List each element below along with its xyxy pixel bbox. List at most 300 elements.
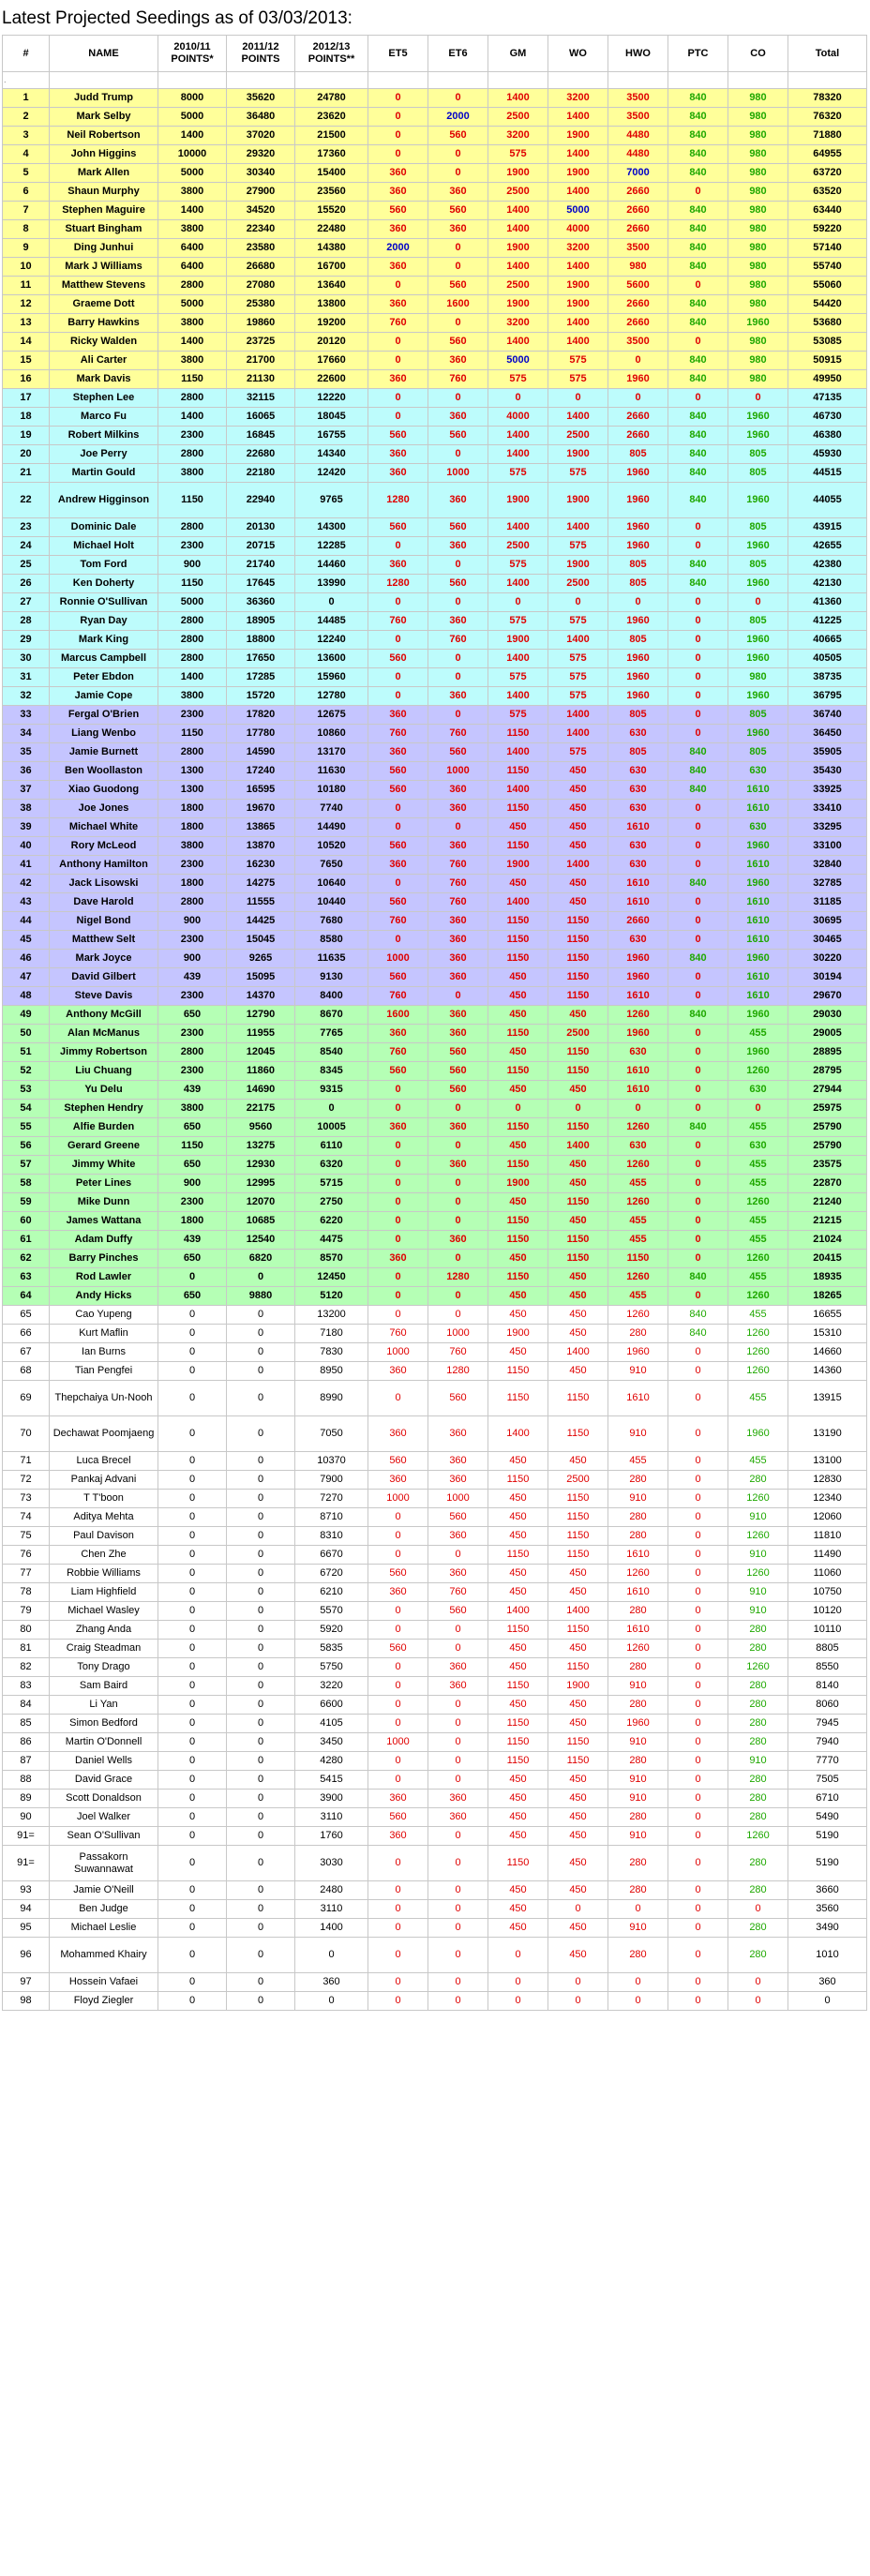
- points-2012-13-cell: 7680: [295, 912, 368, 931]
- ptc-cell: 0: [668, 1919, 728, 1938]
- points-2011-12-cell: 17645: [227, 575, 295, 593]
- ptc-cell: 840: [668, 220, 728, 239]
- points-2012-13-cell: 19200: [295, 314, 368, 333]
- rank-cell: 51: [3, 1043, 50, 1062]
- ptc-cell: 840: [668, 445, 728, 464]
- points-2012-13-cell: 4475: [295, 1231, 368, 1250]
- wo-cell: 1400: [548, 183, 608, 202]
- co-cell: 280: [728, 1790, 788, 1808]
- points-2010-11-cell: 1300: [158, 781, 227, 800]
- ptc-cell: 840: [668, 314, 728, 333]
- table-row: [3, 464, 867, 483]
- et6-cell: 0: [428, 1546, 488, 1565]
- wo-cell: 3200: [548, 89, 608, 108]
- points-2011-12-cell: 0: [227, 1658, 295, 1677]
- points-2011-12-cell: 16065: [227, 408, 295, 427]
- total-cell: 29670: [788, 987, 867, 1006]
- total-cell: 3560: [788, 1900, 867, 1919]
- total-cell: 11060: [788, 1565, 867, 1583]
- name-cell: Mark Davis: [50, 370, 158, 389]
- points-2010-11-cell: 1400: [158, 127, 227, 145]
- wo-cell: 0: [548, 389, 608, 408]
- et5-cell: 0: [368, 1156, 428, 1175]
- points-2011-12-cell: 0: [227, 1881, 295, 1900]
- ptc-cell: 0: [668, 1715, 728, 1733]
- gm-cell: 0: [488, 593, 548, 612]
- hwo-cell: 280: [608, 1938, 668, 1973]
- col-header-name: NAME: [50, 36, 158, 72]
- et6-cell: 0: [428, 1846, 488, 1881]
- ptc-cell: 0: [668, 277, 728, 295]
- total-cell: 25975: [788, 1100, 867, 1118]
- et5-cell: 0: [368, 1752, 428, 1771]
- co-cell: 910: [728, 1583, 788, 1602]
- et6-cell: 360: [428, 1565, 488, 1583]
- ptc-cell: 0: [668, 593, 728, 612]
- name-cell: Rod Lawler: [50, 1268, 158, 1287]
- total-cell: 47135: [788, 389, 867, 408]
- hwo-cell: 1960: [608, 650, 668, 668]
- et5-cell: 560: [368, 1808, 428, 1827]
- points-2010-11-cell: 3800: [158, 183, 227, 202]
- points-2012-13-cell: 10440: [295, 893, 368, 912]
- name-cell: Sean O'Sullivan: [50, 1827, 158, 1846]
- et5-cell: 760: [368, 1325, 428, 1343]
- co-cell: 1260: [728, 1250, 788, 1268]
- hwo-cell: 7000: [608, 164, 668, 183]
- rank-cell: 85: [3, 1715, 50, 1733]
- et6-cell: 360: [428, 950, 488, 968]
- points-2011-12-cell: 15720: [227, 687, 295, 706]
- co-cell: 1960: [728, 314, 788, 333]
- points-2011-12-cell: 0: [227, 1508, 295, 1527]
- name-cell: T T'boon: [50, 1490, 158, 1508]
- hwo-cell: 1960: [608, 1343, 668, 1362]
- ptc-cell: 0: [668, 1025, 728, 1043]
- co-cell: 980: [728, 333, 788, 352]
- et6-cell: 0: [428, 1100, 488, 1118]
- table-row: [3, 875, 867, 893]
- et6-cell: 760: [428, 875, 488, 893]
- wo-cell: 1150: [548, 1658, 608, 1677]
- total-cell: 33100: [788, 837, 867, 856]
- et5-cell: 0: [368, 352, 428, 370]
- total-cell: 14660: [788, 1343, 867, 1362]
- wo-cell: 450: [548, 1771, 608, 1790]
- ptc-cell: 0: [668, 912, 728, 931]
- points-2012-13-cell: 14340: [295, 445, 368, 464]
- wo-cell: 575: [548, 370, 608, 389]
- wo-cell: 4000: [548, 220, 608, 239]
- rank-cell: 33: [3, 706, 50, 725]
- gm-cell: 575: [488, 556, 548, 575]
- gm-cell: 1900: [488, 164, 548, 183]
- et5-cell: 0: [368, 145, 428, 164]
- ptc-cell: 840: [668, 370, 728, 389]
- points-2011-12-cell: 12070: [227, 1193, 295, 1212]
- co-cell: 1610: [728, 800, 788, 818]
- et6-cell: 560: [428, 575, 488, 593]
- rank-cell: 34: [3, 725, 50, 743]
- co-cell: 1610: [728, 968, 788, 987]
- co-cell: 1260: [728, 1362, 788, 1381]
- co-cell: 1260: [728, 1343, 788, 1362]
- table-row: [3, 518, 867, 537]
- co-cell: 1260: [728, 1325, 788, 1343]
- gm-cell: 1150: [488, 1677, 548, 1696]
- points-2011-12-cell: 0: [227, 1471, 295, 1490]
- et5-cell: 0: [368, 668, 428, 687]
- points-2010-11-cell: 2300: [158, 427, 227, 445]
- total-cell: 6710: [788, 1790, 867, 1808]
- table-header-row: [3, 36, 867, 72]
- rank-cell: 22: [3, 483, 50, 518]
- table-row: [3, 837, 867, 856]
- gm-cell: 1400: [488, 1416, 548, 1452]
- wo-cell: 575: [548, 537, 608, 556]
- table-row: [3, 220, 867, 239]
- col-header-gm: GM: [488, 36, 548, 72]
- points-2010-11-cell: 2800: [158, 518, 227, 537]
- points-2010-11-cell: 0: [158, 1306, 227, 1325]
- points-2010-11-cell: 0: [158, 1381, 227, 1416]
- hwo-cell: 2660: [608, 202, 668, 220]
- table-row: [3, 295, 867, 314]
- points-2010-11-cell: 650: [158, 1156, 227, 1175]
- name-cell: Matthew Selt: [50, 931, 158, 950]
- wo-cell: 450: [548, 1212, 608, 1231]
- total-cell: 36740: [788, 706, 867, 725]
- points-2011-12-cell: 29320: [227, 145, 295, 164]
- ptc-cell: 0: [668, 1938, 728, 1973]
- ptc-cell: 0: [668, 1081, 728, 1100]
- table-row: [3, 593, 867, 612]
- co-cell: 280: [728, 1733, 788, 1752]
- gm-cell: 2500: [488, 108, 548, 127]
- hwo-cell: 630: [608, 856, 668, 875]
- table-row: [3, 239, 867, 258]
- points-2011-12-cell: 22340: [227, 220, 295, 239]
- ptc-cell: 840: [668, 464, 728, 483]
- et6-cell: 560: [428, 1062, 488, 1081]
- gm-cell: 1400: [488, 89, 548, 108]
- co-cell: 805: [728, 445, 788, 464]
- gm-cell: 1900: [488, 239, 548, 258]
- et5-cell: 360: [368, 164, 428, 183]
- points-2012-13-cell: 10005: [295, 1118, 368, 1137]
- hwo-cell: 1260: [608, 1306, 668, 1325]
- gm-cell: 1150: [488, 1212, 548, 1231]
- name-cell: Dechawat Poomjaeng: [50, 1416, 158, 1452]
- ptc-cell: 840: [668, 108, 728, 127]
- total-cell: 32840: [788, 856, 867, 875]
- gm-cell: 575: [488, 668, 548, 687]
- et6-cell: 360: [428, 837, 488, 856]
- gm-cell: 5000: [488, 352, 548, 370]
- table-row: [3, 950, 867, 968]
- et5-cell: 0: [368, 1137, 428, 1156]
- co-cell: 630: [728, 1137, 788, 1156]
- ptc-cell: 0: [668, 1287, 728, 1306]
- ptc-cell: 0: [668, 1602, 728, 1621]
- rank-cell: 63: [3, 1268, 50, 1287]
- points-2011-12-cell: 12930: [227, 1156, 295, 1175]
- rank-cell: 82: [3, 1658, 50, 1677]
- points-2010-11-cell: 1150: [158, 483, 227, 518]
- gm-cell: 1400: [488, 1602, 548, 1621]
- points-2011-12-cell: 12045: [227, 1043, 295, 1062]
- gm-cell: 575: [488, 706, 548, 725]
- ptc-cell: 0: [668, 1696, 728, 1715]
- et5-cell: 360: [368, 1250, 428, 1268]
- et5-cell: 360: [368, 556, 428, 575]
- ptc-cell: 0: [668, 518, 728, 537]
- rank-cell: 56: [3, 1137, 50, 1156]
- et5-cell: 0: [368, 389, 428, 408]
- co-cell: 1260: [728, 1527, 788, 1546]
- et6-cell: 0: [428, 314, 488, 333]
- et5-cell: 1000: [368, 1343, 428, 1362]
- name-cell: Liu Chuang: [50, 1062, 158, 1081]
- et5-cell: 360: [368, 706, 428, 725]
- rank-cell: 91=: [3, 1827, 50, 1846]
- table-row: [3, 556, 867, 575]
- points-2010-11-cell: 0: [158, 1546, 227, 1565]
- rank-cell: 8: [3, 220, 50, 239]
- points-2010-11-cell: 0: [158, 1471, 227, 1490]
- hwo-cell: 0: [608, 1992, 668, 2011]
- points-2012-13-cell: 8670: [295, 1006, 368, 1025]
- hwo-cell: 280: [608, 1881, 668, 1900]
- total-cell: 44515: [788, 464, 867, 483]
- name-cell: Cao Yupeng: [50, 1306, 158, 1325]
- total-cell: 10120: [788, 1602, 867, 1621]
- wo-cell: 1150: [548, 1231, 608, 1250]
- wo-cell: 1150: [548, 1527, 608, 1546]
- points-2012-13-cell: 16700: [295, 258, 368, 277]
- ptc-cell: 0: [668, 931, 728, 950]
- points-2010-11-cell: 0: [158, 1621, 227, 1640]
- co-cell: 910: [728, 1602, 788, 1621]
- et5-cell: 560: [368, 968, 428, 987]
- et5-cell: 0: [368, 1381, 428, 1416]
- points-2012-13-cell: 11635: [295, 950, 368, 968]
- wo-cell: 450: [548, 818, 608, 837]
- table-row: [3, 1658, 867, 1677]
- points-2010-11-cell: 2800: [158, 445, 227, 464]
- points-2011-12-cell: 0: [227, 1583, 295, 1602]
- table-row: [3, 1006, 867, 1025]
- et6-cell: 560: [428, 277, 488, 295]
- rank-cell: 86: [3, 1733, 50, 1752]
- rank-cell: 71: [3, 1452, 50, 1471]
- points-2012-13-cell: 8570: [295, 1250, 368, 1268]
- points-2011-12-cell: 23725: [227, 333, 295, 352]
- points-2010-11-cell: 439: [158, 968, 227, 987]
- points-2012-13-cell: 15520: [295, 202, 368, 220]
- points-2012-13-cell: 3220: [295, 1677, 368, 1696]
- wo-cell: 1150: [548, 950, 608, 968]
- total-cell: 46380: [788, 427, 867, 445]
- points-2012-13-cell: 14460: [295, 556, 368, 575]
- co-cell: 280: [728, 1696, 788, 1715]
- points-2010-11-cell: 5000: [158, 593, 227, 612]
- et6-cell: 560: [428, 1602, 488, 1621]
- et6-cell: 0: [428, 258, 488, 277]
- co-cell: 1960: [728, 408, 788, 427]
- hwo-cell: 1260: [608, 1565, 668, 1583]
- rank-cell: 46: [3, 950, 50, 968]
- ptc-cell: 840: [668, 89, 728, 108]
- gm-cell: 2500: [488, 277, 548, 295]
- table-row: [3, 1268, 867, 1287]
- gm-cell: 1150: [488, 1546, 548, 1565]
- rank-cell: 1: [3, 89, 50, 108]
- total-cell: 30194: [788, 968, 867, 987]
- et6-cell: 760: [428, 1343, 488, 1362]
- table-row: [3, 1306, 867, 1325]
- total-cell: 8550: [788, 1658, 867, 1677]
- et6-cell: 0: [428, 1752, 488, 1771]
- et6-cell: 360: [428, 912, 488, 931]
- wo-cell: 575: [548, 668, 608, 687]
- wo-cell: 1900: [548, 127, 608, 145]
- points-2010-11-cell: 1400: [158, 408, 227, 427]
- points-2010-11-cell: 3800: [158, 352, 227, 370]
- name-cell: Liam Highfield: [50, 1583, 158, 1602]
- total-cell: 43915: [788, 518, 867, 537]
- ptc-cell: 0: [668, 1733, 728, 1752]
- rank-cell: 53: [3, 1081, 50, 1100]
- points-2010-11-cell: 0: [158, 1677, 227, 1696]
- table-row: [3, 370, 867, 389]
- points-2010-11-cell: 2800: [158, 631, 227, 650]
- et6-cell: 1000: [428, 1325, 488, 1343]
- ptc-cell: 0: [668, 1175, 728, 1193]
- points-2010-11-cell: 1400: [158, 333, 227, 352]
- points-2012-13-cell: 11630: [295, 762, 368, 781]
- gm-cell: 450: [488, 1827, 548, 1846]
- points-2010-11-cell: 0: [158, 1362, 227, 1381]
- rank-cell: 2: [3, 108, 50, 127]
- points-2011-12-cell: 0: [227, 1696, 295, 1715]
- et6-cell: 360: [428, 220, 488, 239]
- et6-cell: 360: [428, 483, 488, 518]
- wo-cell: 1150: [548, 1416, 608, 1452]
- spacer-mark: .: [3, 72, 50, 89]
- ptc-cell: 0: [668, 1752, 728, 1771]
- et6-cell: 0: [428, 389, 488, 408]
- ptc-cell: 0: [668, 631, 728, 650]
- wo-cell: 1150: [548, 1250, 608, 1268]
- points-2012-13-cell: 5120: [295, 1287, 368, 1306]
- table-row: [3, 1621, 867, 1640]
- hwo-cell: 1960: [608, 1025, 668, 1043]
- ptc-cell: 840: [668, 762, 728, 781]
- ptc-cell: 0: [668, 1193, 728, 1212]
- et6-cell: 0: [428, 1640, 488, 1658]
- ptc-cell: 0: [668, 183, 728, 202]
- et6-cell: 560: [428, 518, 488, 537]
- points-2012-13-cell: 7740: [295, 800, 368, 818]
- et6-cell: 0: [428, 1919, 488, 1938]
- et5-cell: 1600: [368, 1006, 428, 1025]
- wo-cell: 1150: [548, 1733, 608, 1752]
- points-2011-12-cell: 18905: [227, 612, 295, 631]
- et5-cell: 0: [368, 1508, 428, 1527]
- ptc-cell: 840: [668, 1118, 728, 1137]
- points-2011-12-cell: 12790: [227, 1006, 295, 1025]
- gm-cell: 450: [488, 987, 548, 1006]
- wo-cell: 1400: [548, 631, 608, 650]
- points-2011-12-cell: 17285: [227, 668, 295, 687]
- table-row: [3, 1565, 867, 1583]
- et5-cell: 360: [368, 743, 428, 762]
- table-row: [3, 389, 867, 408]
- points-2010-11-cell: 0: [158, 1827, 227, 1846]
- points-2010-11-cell: 2300: [158, 987, 227, 1006]
- name-cell: John Higgins: [50, 145, 158, 164]
- ptc-cell: 0: [668, 800, 728, 818]
- wo-cell: 575: [548, 464, 608, 483]
- rank-cell: 35: [3, 743, 50, 762]
- wo-cell: 3200: [548, 239, 608, 258]
- rank-cell: 26: [3, 575, 50, 593]
- points-2012-13-cell: 14300: [295, 518, 368, 537]
- points-2012-13-cell: 13640: [295, 277, 368, 295]
- co-cell: 630: [728, 818, 788, 837]
- ptc-cell: 0: [668, 893, 728, 912]
- total-cell: 35430: [788, 762, 867, 781]
- co-cell: 1960: [728, 875, 788, 893]
- et5-cell: 0: [368, 687, 428, 706]
- gm-cell: 1150: [488, 931, 548, 950]
- points-2010-11-cell: 900: [158, 1175, 227, 1193]
- hwo-cell: 630: [608, 800, 668, 818]
- points-2010-11-cell: 1300: [158, 762, 227, 781]
- wo-cell: 450: [548, 1846, 608, 1881]
- rank-cell: 75: [3, 1527, 50, 1546]
- name-cell: Simon Bedford: [50, 1715, 158, 1733]
- co-cell: 805: [728, 518, 788, 537]
- et5-cell: 0: [368, 1677, 428, 1696]
- hwo-cell: 455: [608, 1231, 668, 1250]
- co-cell: 980: [728, 183, 788, 202]
- name-cell: Gerard Greene: [50, 1137, 158, 1156]
- et6-cell: 0: [428, 987, 488, 1006]
- points-2010-11-cell: 1800: [158, 818, 227, 837]
- points-2012-13-cell: 10520: [295, 837, 368, 856]
- co-cell: 980: [728, 164, 788, 183]
- name-cell: Judd Trump: [50, 89, 158, 108]
- name-cell: Peter Ebdon: [50, 668, 158, 687]
- rank-cell: 52: [3, 1062, 50, 1081]
- et5-cell: 360: [368, 1416, 428, 1452]
- ptc-cell: 0: [668, 725, 728, 743]
- total-cell: 30695: [788, 912, 867, 931]
- et5-cell: 360: [368, 1790, 428, 1808]
- et5-cell: 1000: [368, 1733, 428, 1752]
- ptc-cell: 0: [668, 1212, 728, 1231]
- hwo-cell: 0: [608, 1973, 668, 1992]
- gm-cell: 1150: [488, 1621, 548, 1640]
- points-2012-13-cell: 6720: [295, 1565, 368, 1583]
- rank-cell: 14: [3, 333, 50, 352]
- rank-cell: 16: [3, 370, 50, 389]
- co-cell: 455: [728, 1306, 788, 1325]
- total-cell: 53680: [788, 314, 867, 333]
- wo-cell: 1150: [548, 931, 608, 950]
